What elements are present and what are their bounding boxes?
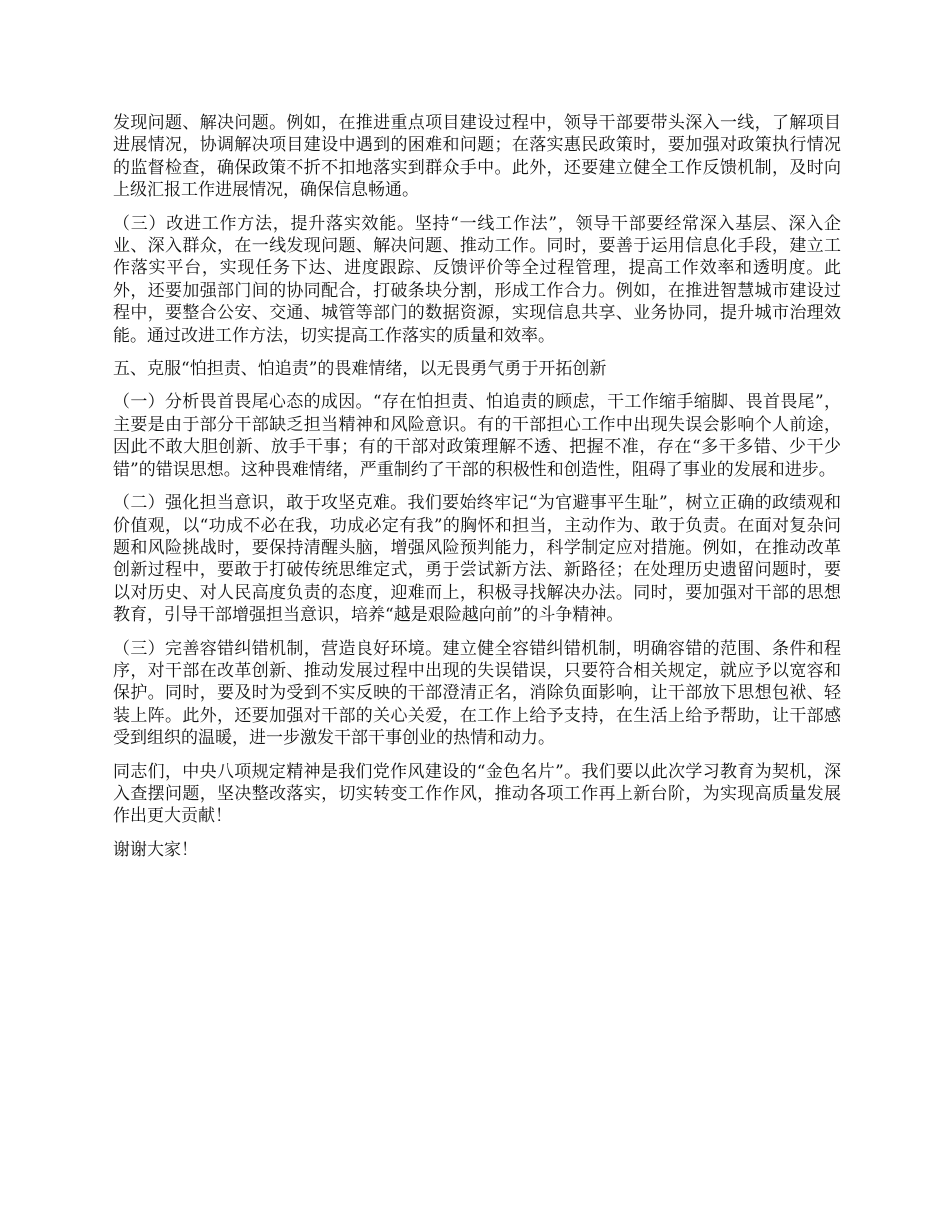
paragraph-continuation: 发现问题、解决问题。例如，在推进重点项目建设过程中，领导干部要带头深入一线，了解项目进展情况，协调解决项目建设中遇到的困难和问题；在落实惠民政策时，要加强对政策执行情况的监督检查，确保政策不折不扣地落实到群众手中。此外，还要建立健全工作反馈机制，及时向上级汇报工作进展情况，确保信息畅通。 [113,113,841,201]
closing-thanks: 谢谢大家！ [113,839,198,860]
paragraph-strengthen-responsibility: （二）强化担当意识，敢于攻坚克难。我们要始终牢记“为官避事平生耻”，树立正确的政绩观和价值观，以“功成不必在我，功成必定有我”的胸怀和担当，主动作为、敢于负责。在面对复杂问题和风险挑战时，要保持清醒头脑，增强风险预判能力，科学制定应对措施。例如，在推动改革创新过程中，要敢于打破传统思维定式，勇于尝试新方法、新路径；在处理历史遗留问题时，要以对历史、对人民高度负责的态度，迎难而上，积极寻找解决办法。同时，要加强对干部的思想教育，引导干部增强担当意识，培养“越是艰险越向前”的斗争精神。 [113,493,841,626]
paragraph-analyze-causes: （一）分析畏首畏尾心态的成因。“存在怕担责、怕追责的顾虑，干工作缩手缩脚、畏首畏尾”，主要是由于部分干部缺乏担当精神和风险意识。有的干部担心工作中出现失误会影响个人前途，因此不敢大胆创新、放手干事；有的干部对政策理解不透、把握不准，存在“多干多错、少干少错”的错误思想。这种畏难情绪，严重制约了干部的积极性和创造性，阻碍了事业的发展和进步。 [113,392,841,480]
paragraph-improve-methods: （三）改进工作方法，提升落实效能。坚持“一线工作法”，领导干部要经常深入基层、深入企业、深入群众，在一线发现问题、解决问题、推动工作。同时，要善于运用信息化手段，建立工作落实平台，实现任务下达、进度跟踪、反馈评价等全过程管理，提高工作效率和透明度。此外，还要加强部门间的协同配合，打破条块分割，形成工作合力。例如，在推进智慧城市建设过程中，要整合公安、交通、城管等部门的数据资源，实现信息共享、业务协同，提升城市治理效能。通过改进工作方法，切实提高工作落实的质量和效率。 [113,213,841,346]
paragraph-fault-tolerance: （三）完善容错纠错机制，营造良好环境。建立健全容错纠错机制，明确容错的范围、条件和程序，对干部在改革创新、推动发展过程中出现的失误错误，只要符合相关规定，就应予以宽容和保护。同时，要及时为受到不实反映的干部澄清正名，消除负面影响，让干部放下思想包袱、轻装上阵。此外，还要加强对干部的关心关爱，在工作上给予支持，在生活上给予帮助，让干部感受到组织的温暖，进一步激发干部干事创业的热情和动力。 [113,638,841,749]
section-heading-five: 五、克服“怕担责、怕追责”的畏难情绪，以无畏勇气勇于开拓创新 [113,359,607,380]
document-body [113,112,841,861]
paragraph-conclusion: 同志们，中央八项规定精神是我们党作风建设的“金色名片”。我们要以此次学习教育为契机，深入查摆问题，坚决整改落实，切实转变工作作风，推动各项工作再上新台阶，为实现高质量发展作出更大贡献！ [113,761,841,827]
